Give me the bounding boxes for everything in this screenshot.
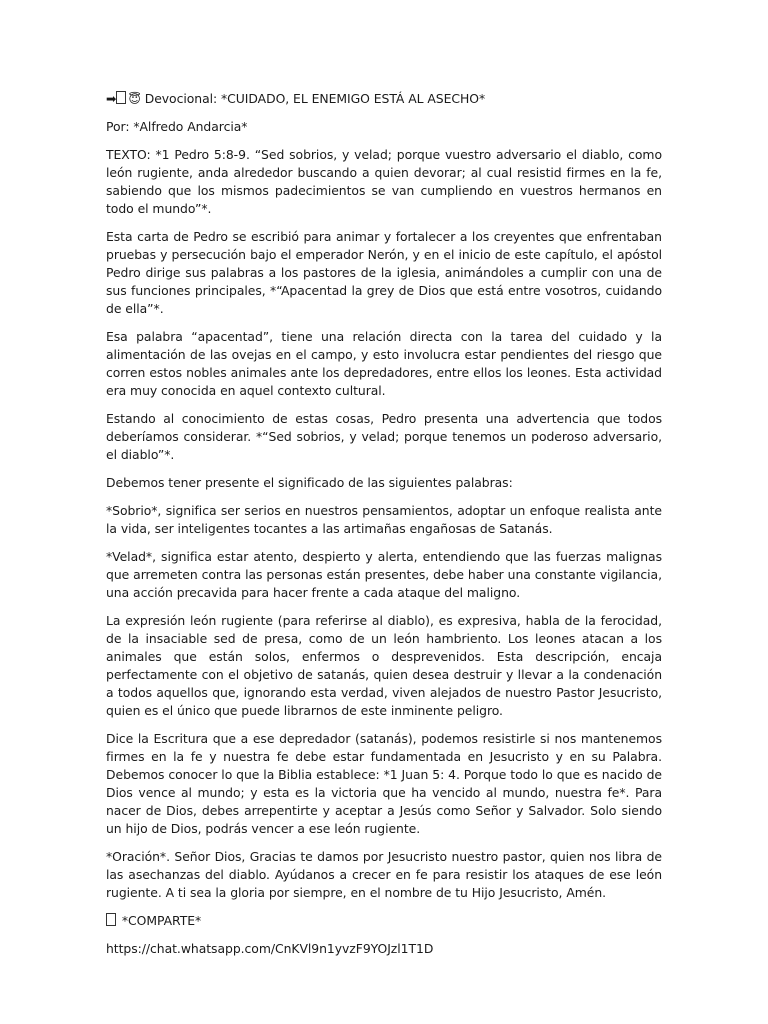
- paragraph-sobrio: *Sobrio*, significa ser serios en nuestros pensamientos, adoptar un enfoque realista ante la vida, ser inteligentes tocantes a las artimañas engañosas de Satanás.: [106, 503, 662, 536]
- paragraph-definitions-intro: Debemos tener presente el significado de las siguientes palabras:: [106, 475, 513, 490]
- paragraph-resistir: Dice la Escritura que a ese depredador (satanás), podemos resistirle si nos mantenemos firmes en la fe y nuestra fe debe estar fundamentada en Jesucristo y en su Palabra. Debemos conocer lo que la Biblia establece: *1 Juan 5: 4. Porque todo lo que es nacido de Dios vence al mundo; y esta es la victoria que ha vencido al mundo, nuestra fe*. Para nacer de Dios, debes arrepentirte y aceptar a Jesús como Señor y Salvador. Solo siendo un hijo de Dios, podrás vencer a ese león rugiente.: [106, 731, 662, 836]
- title-text: Devocional: *CUIDADO, EL ENEMIGO ESTÁ AL ASECHO*: [140, 91, 486, 106]
- paragraph-context: Esta carta de Pedro se escribió para animar y fortalecer a los creyentes que enfrentaban pruebas y persecución bajo el emperador Nerón, y en el inicio de este capítulo, el apóstol Pedro dirige sus palabras a los pastores de la iglesia, animándoles a cumplir con una de sus funciones principales, *“Apacentad la grey de Dios que está entre vosotros, cuidando de ella”*.: [106, 229, 662, 316]
- share-line: [106, 912, 662, 930]
- missing-glyph-icon: [106, 913, 116, 926]
- paragraph-leon-rugiente: La expresión león rugiente (para referirse al diablo), es expresiva, habla de la ferocidad, de la insaciable sed de presa, como de un león hambriento. Los leones atacan a los animales que están solos, enfermos o desprevenidos. Esta descripción, encaja perfectamente con el objetivo de satanás, quien desea destruir y llevar a la condenación a todos aquellos que, ignorando esta verdad, viven alejados de nuestro Pastor Jesucristo, quien es el único que puede librarnos de este inminente peligro.: [106, 613, 662, 718]
- angel-emoji-icon: 😇: [128, 92, 141, 106]
- document-body: [106, 90, 662, 968]
- share-text: *COMPARTE*: [118, 913, 202, 928]
- paragraph-scripture: TEXTO: *1 Pedro 5:8-9. “Sed sobrios, y velad; porque vuestro adversario el diablo, como león rugiente, anda alrededor buscando a quien devorar; al cual resistid firmes en la fe, sabiendo que los mismos padecimientos se van cumpliendo en vuestros hermanos en todo el mundo”*.: [106, 147, 662, 216]
- paragraph-oracion: *Oración*. Señor Dios, Gracias te damos por Jesucristo nuestro pastor, quien nos libra de las asechanzas del diablo. Ayúdanos a crecer en fe para resistir los ataques de ese león rugiente. A ti sea la gloria por siempre, en el nombre de tu Hijo Jesucristo, Amén.: [106, 849, 662, 900]
- whatsapp-link[interactable]: https://chat.whatsapp.com/CnKVl9n1yvzF9YOJzl1T1D: [106, 941, 434, 956]
- document-title: [106, 90, 662, 108]
- missing-glyph-icon: [116, 91, 126, 104]
- paragraph-apacentad: Esa palabra “apacentad”, tiene una relación directa con la tarea del cuidado y la alimentación de las ovejas en el campo, y esto involucra estar pendientes del riesgo que corren estos nobles animales ante los depredadores, entre ellos los leones. Esta actividad era muy conocida en aquel contexto cultural.: [106, 329, 662, 398]
- arrow-icon: ➡: [106, 91, 117, 106]
- author-line: Por: *Alfredo Andarcia*: [106, 119, 248, 134]
- paragraph-warning: Estando al conocimiento de estas cosas, Pedro presenta una advertencia que todos deberíamos considerar. *“Sed sobrios, y velad; porque tenemos un poderoso adversario, el diablo”*.: [106, 411, 662, 462]
- paragraph-velad: *Velad*, significa estar atento, despierto y alerta, entendiendo que las fuerzas malignas que arremeten contra las personas están presentes, debe haber una constante vigilancia, una acción precavida para hacer frente a cada ataque del maligno.: [106, 549, 662, 600]
